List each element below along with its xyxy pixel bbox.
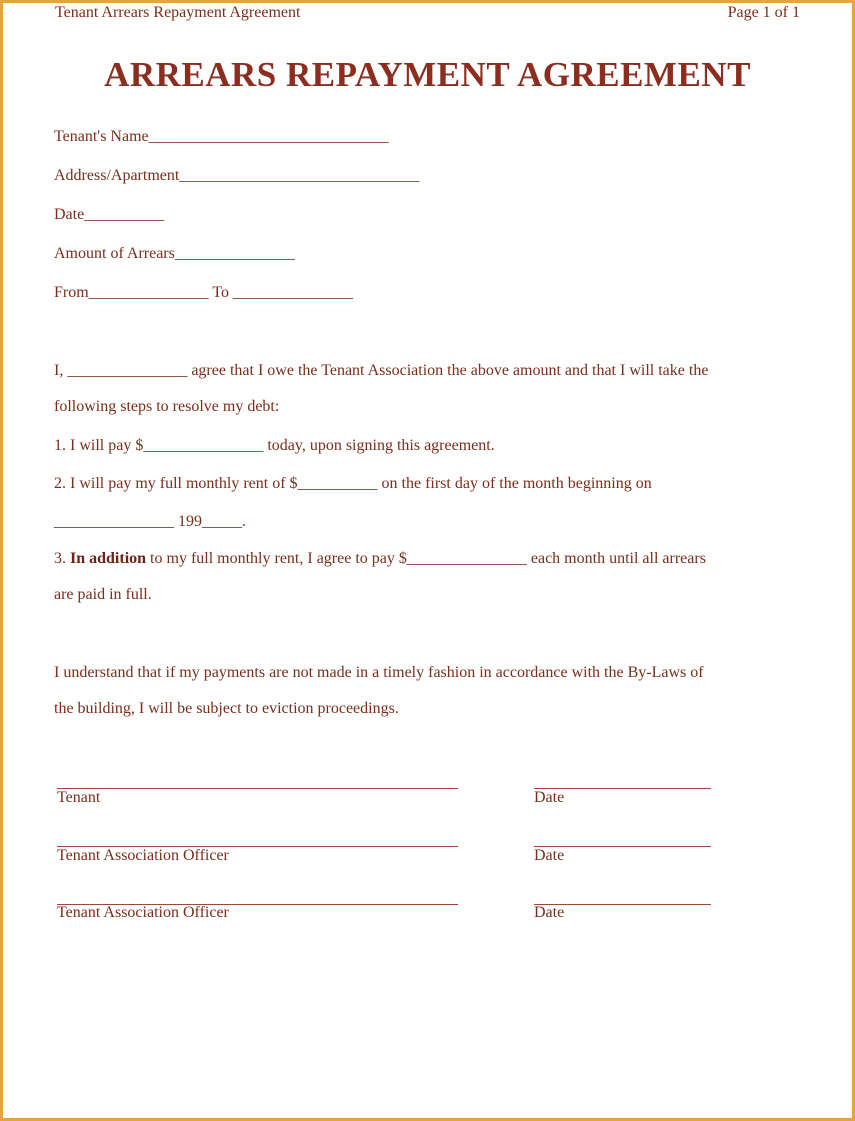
understand-line-2: the building, I will be subject to eviction proceedings. [54, 700, 399, 717]
step-1: 1. I will pay $_______________ today, upon signing this agreement. [54, 437, 495, 454]
step-3-line-1 [54, 550, 706, 568]
officer-1-date-label: Date [534, 847, 565, 864]
document-title: ARREARS REPAYMENT AGREEMENT [104, 55, 751, 94]
from-to-field[interactable]: From_______________ To _______________ [54, 284, 354, 301]
step-3-text: to my full monthly rent, I agree to pay $_______________ each month until all arrears [146, 550, 706, 567]
officer-2-signature-label: Tenant Association Officer [57, 904, 229, 921]
tenant-signature-line[interactable] [57, 788, 458, 789]
step-2-line-2: _______________ 199_____. [54, 513, 246, 530]
step-3-number: 3. [54, 550, 70, 567]
date-field[interactable]: Date__________ [54, 206, 165, 223]
tenant-name-field[interactable]: Tenant's Name______________________________ [54, 128, 389, 145]
amount-of-arrears-field[interactable]: Amount of Arrears_______________ [54, 245, 295, 262]
officer-1-signature-label: Tenant Association Officer [57, 847, 229, 864]
tenant-date-label: Date [534, 789, 565, 806]
understand-line-1: I understand that if my payments are not made in a timely fashion in accordance with the By-Laws of [54, 664, 704, 681]
step-3-line-2: are paid in full. [54, 586, 152, 603]
agreement-line-1: I, _______________ agree that I owe the Tenant Association the above amount and that I will take the [54, 362, 709, 379]
agreement-line-2: following steps to resolve my debt: [54, 398, 280, 415]
officer-2-date-label: Date [534, 904, 565, 921]
header-doc-name: Tenant Arrears Repayment Agreement [55, 4, 301, 21]
tenant-signature-label: Tenant [57, 789, 101, 806]
step-3-bold-text: In addition [70, 550, 147, 567]
header-page-indicator: Page 1 of 1 [727, 4, 800, 21]
address-field[interactable]: Address/Apartment______________________________ [54, 167, 420, 184]
step-2-line-1: 2. I will pay my full monthly rent of $__________ on the first day of the month beginning on [54, 475, 652, 492]
